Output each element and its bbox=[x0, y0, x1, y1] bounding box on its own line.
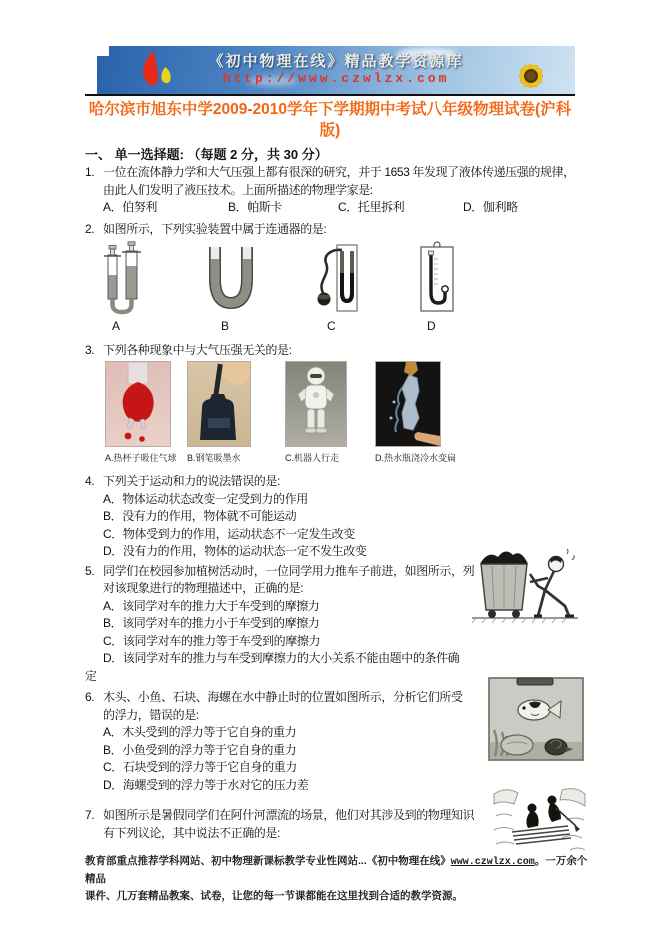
question-number: 6. bbox=[85, 690, 95, 704]
figure-label-d: D bbox=[427, 318, 436, 333]
question-text: 木头、小鱼、石块、海螺在水中静止时的位置如图所示，分析它们所受 bbox=[103, 690, 463, 704]
question-number: 2. bbox=[85, 222, 95, 236]
question-text: 如图所示是暑假同学们在阿什河漂流的场景，他们对其涉及到的物理知识 bbox=[103, 808, 475, 822]
photo-caption-b: B.钢笔吸墨水 bbox=[187, 453, 241, 463]
footer-url: www.czwlzx.com bbox=[450, 857, 535, 868]
option-a: A．木头受到的浮力等于它自身的重力 bbox=[103, 725, 297, 739]
option-a: A．伯努利 bbox=[103, 200, 158, 214]
photo-crushed-bottle bbox=[375, 361, 456, 464]
question-number: 5. bbox=[85, 563, 95, 578]
question-text: 由此人们发明了液压技术。上面所描述的物理学家是: bbox=[103, 182, 373, 197]
balloon-photo bbox=[105, 361, 171, 447]
option-c: C．石块受到的浮力等于它自身的重力 bbox=[103, 760, 297, 774]
crushed-bottle-photo bbox=[375, 361, 441, 447]
figure-label-b: B bbox=[221, 318, 229, 333]
banner-site-url: http://www.czwlzx.com bbox=[222, 71, 450, 86]
page-title: 哈尔滨市旭东中学2009-2010学年下学期期中考试八年级物理试卷(沪科版) bbox=[88, 101, 572, 139]
figure-label-a: A bbox=[112, 318, 120, 333]
banner-divider bbox=[85, 94, 575, 96]
option-b: B．帕斯卡 bbox=[228, 200, 283, 214]
option-b: B．小鱼受到的浮力等于它自身的重力 bbox=[103, 742, 297, 757]
photo-caption-d: D.热水瓶浇冷水变扁 bbox=[375, 453, 457, 463]
footer bbox=[85, 853, 590, 905]
photo-caption-a: A.热杯子吸住气球 bbox=[105, 453, 177, 463]
figure-panel-tube bbox=[418, 241, 456, 317]
photo-caption-c: C.机器人行走 bbox=[285, 453, 340, 463]
option-a: A．该同学对车的推力大于车受到的摩擦力 bbox=[103, 598, 320, 613]
figure-river-rafting bbox=[492, 786, 587, 856]
footer-line-1 bbox=[85, 853, 590, 888]
option-b: B．该同学对车的推力小于车受到的摩擦力 bbox=[103, 616, 320, 630]
question-2 bbox=[85, 221, 597, 336]
figure-connected-syringes bbox=[102, 241, 142, 317]
footer-text: 教育部重点推荐学科网站、初中物理新课标教学专业性网站...《初中物理在线》 bbox=[85, 855, 451, 867]
panel-tube-figure bbox=[418, 241, 456, 317]
connected-syringes-figure bbox=[102, 241, 142, 317]
option-d: D．海螺受到的浮力等于水对它的压力差 bbox=[103, 777, 309, 792]
option-a: A．物体运动状态改变一定受到力的作用 bbox=[103, 491, 308, 506]
question-text: 的浮力，错误的是: bbox=[103, 707, 199, 722]
site-banner bbox=[97, 46, 575, 94]
question-text: 有下列议论，其中说法不正确的是: bbox=[103, 825, 280, 840]
question-text: 下列各种现象中与大气压强无关的是: bbox=[103, 342, 292, 357]
question-text: 如图所示，下列实验装置中属于连通器的是: bbox=[103, 222, 327, 236]
question-1-options bbox=[103, 199, 597, 217]
pen-ink-photo bbox=[187, 361, 251, 447]
footer-line-2: 课件、几万套精品教案、试卷，让您的每一节课都能在这里找到合适的教学资源。 bbox=[85, 890, 463, 902]
figure-label-c: C bbox=[327, 318, 336, 333]
option-d-wrap: 定 bbox=[85, 668, 97, 683]
question-text: 下列关于运动和力的说法错误的是: bbox=[103, 474, 280, 488]
question-1 bbox=[85, 164, 597, 217]
figure-aquarium bbox=[487, 676, 585, 768]
photo-robot bbox=[285, 361, 347, 464]
question-text: 对该现象进行的物理描述中，正确的是: bbox=[103, 581, 304, 595]
question-number: 7. bbox=[85, 808, 95, 822]
u-tube-figure bbox=[205, 241, 257, 317]
figure-boy-pushing-cart bbox=[468, 536, 582, 626]
option-c: C．托里拆利 bbox=[338, 200, 405, 214]
banner-site-title: 《初中物理在线》精品教学资源库 bbox=[208, 53, 464, 70]
sunflower-icon bbox=[505, 54, 557, 94]
question-2-figures bbox=[103, 241, 597, 336]
question-3-photos bbox=[103, 361, 597, 465]
photo-balloon-cup bbox=[105, 361, 177, 464]
funnel-manometer-figure bbox=[315, 241, 359, 317]
option-b: B．没有力的作用，物体就不可能运动 bbox=[103, 509, 297, 523]
figure-u-tube bbox=[205, 241, 257, 317]
question-text: 一位在流体静力学和大气压强上都有很深的研究，并于 1653 年发现了液体传递压强的规律， bbox=[103, 165, 575, 179]
question-3 bbox=[85, 342, 597, 466]
photo-pen-ink bbox=[187, 361, 251, 464]
robot-photo bbox=[285, 361, 347, 447]
footer-text: 。一万余个精品 bbox=[85, 855, 588, 885]
question-number: 1. bbox=[85, 165, 95, 179]
figure-funnel-manometer bbox=[315, 241, 359, 317]
option-c: C．该同学对车的推力等于车受到的摩擦力 bbox=[103, 633, 321, 648]
option-d: D．伽利略 bbox=[463, 200, 518, 214]
option-d: D．没有力的作用，物体的运动状态一定不发生改变 bbox=[103, 544, 367, 558]
question-number: 4. bbox=[85, 474, 95, 488]
section-heading: 一、 单一选择题: （每题 2 分，共 30 分） bbox=[85, 147, 328, 162]
question-number: 3. bbox=[85, 342, 95, 357]
option-d: D．该同学对车的推力与车受到摩擦力的大小关系不能由题中的条件确 bbox=[103, 651, 460, 665]
option-c: C．物体受到力的作用，运动状态不一定发生改变 bbox=[103, 526, 355, 541]
question-text: 同学们在校园参加植树活动时，一位同学用力推车子前进，如图所示，列 bbox=[103, 563, 475, 578]
